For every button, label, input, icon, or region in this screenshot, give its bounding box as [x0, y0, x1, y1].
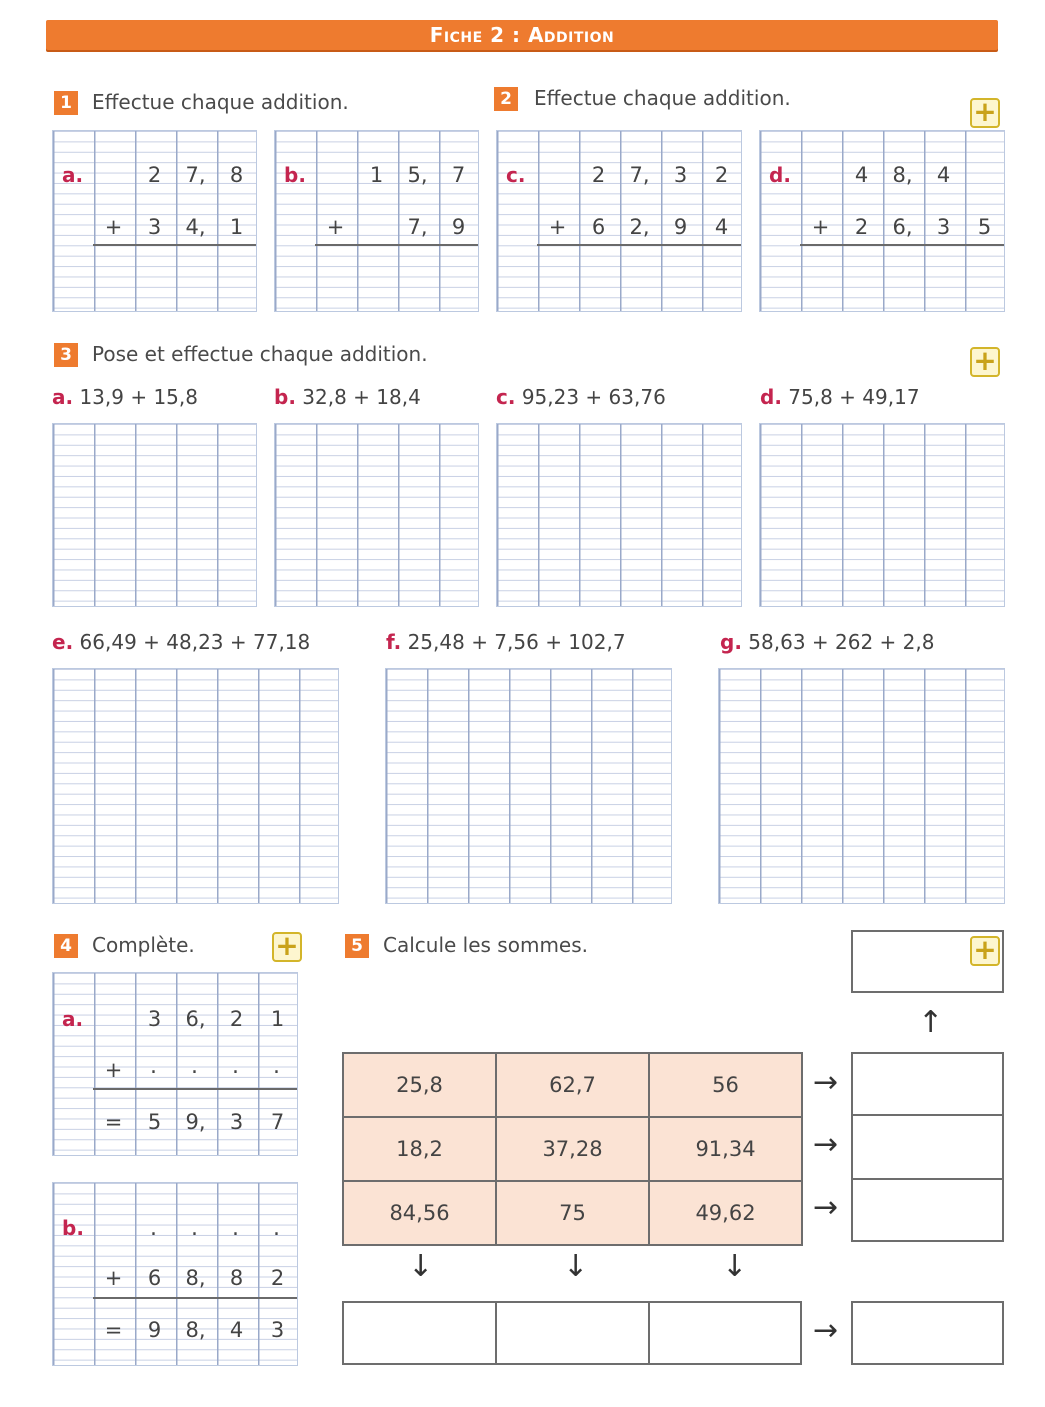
digit: 3 [270, 1318, 285, 1342]
digit: 6, [185, 1007, 206, 1031]
col-sum-box-3[interactable] [648, 1301, 802, 1365]
exercise-2-instruction: Effectue chaque addition. [534, 86, 791, 110]
plus-sign: + [811, 215, 830, 239]
digit: 2 [714, 163, 729, 187]
plus-sign: + [326, 215, 345, 239]
digit: 5, [407, 163, 428, 187]
page-title: Fiche 2 : Addition [429, 23, 615, 47]
exercise-2-number: 2 [494, 87, 518, 111]
digit: 4 [936, 163, 951, 187]
plus-icon[interactable]: + [272, 932, 302, 962]
digit: 4 [714, 215, 729, 239]
sum-line [93, 1297, 297, 1299]
plus-icon[interactable]: + [970, 347, 1000, 377]
digit: 6 [147, 1266, 162, 1290]
digit: 6 [591, 215, 606, 239]
digit: 3 [147, 215, 162, 239]
complete-a-letter: a. [62, 1007, 84, 1031]
arrow-right-icon: → [813, 1313, 839, 1348]
table-cell: 25,8 [343, 1053, 496, 1117]
digit: 9 [147, 1318, 162, 1342]
exercise-4-instruction: Complète. [92, 933, 195, 957]
exercise-1-number: 1 [54, 91, 78, 115]
sum-line [315, 244, 478, 246]
digit: 2 [854, 215, 869, 239]
equals-sign: = [104, 1318, 123, 1342]
sum-line [537, 244, 741, 246]
op-d-letter: d. [769, 163, 791, 187]
calc-c-label: c. 95,23 + 63,76 [496, 385, 666, 409]
numbers-table [342, 1052, 803, 1246]
exercise-5-number: 5 [345, 934, 369, 958]
table-row [343, 1181, 802, 1245]
digit: 9 [451, 215, 466, 239]
digit: 1 [229, 215, 244, 239]
table-cell: 37,28 [496, 1117, 649, 1181]
page-title-bar [46, 20, 998, 50]
table-cell: 84,56 [343, 1181, 496, 1245]
plus-icon[interactable]: + [970, 98, 1000, 128]
calc-a-label: a. 13,9 + 15,8 [52, 385, 198, 409]
exercise-5-instruction: Calcule les sommes. [383, 933, 589, 957]
digit: 9 [673, 215, 688, 239]
blank-dot[interactable]: . [150, 1054, 157, 1079]
blank-dot[interactable]: . [150, 1216, 157, 1241]
row-sum-box-2[interactable] [851, 1114, 1004, 1180]
exercise-3-instruction: Pose et effectue chaque addition. [92, 342, 428, 366]
grid-calc-a[interactable] [52, 423, 257, 607]
digit: 8, [185, 1318, 206, 1342]
digit: 3 [936, 215, 951, 239]
arrow-down-icon: ↓ [722, 1249, 748, 1284]
equals-sign: = [104, 1110, 123, 1134]
digit: 8, [892, 163, 913, 187]
digit: 4 [229, 1318, 244, 1342]
blank-dot[interactable]: . [232, 1216, 239, 1241]
blank-dot[interactable]: . [273, 1054, 280, 1079]
sum-line [93, 244, 256, 246]
grid-calc-g[interactable] [718, 668, 1005, 904]
digit: 4 [854, 163, 869, 187]
digit: 5 [147, 1110, 162, 1134]
grid-calc-e[interactable] [52, 668, 339, 904]
blank-dot[interactable]: . [273, 1216, 280, 1241]
digit: 1 [270, 1007, 285, 1031]
digit: 8 [229, 1266, 244, 1290]
digit: 9, [185, 1110, 206, 1134]
table-cell: 91,34 [649, 1117, 802, 1181]
op-a-letter: a. [62, 163, 84, 187]
blank-dot[interactable]: . [191, 1216, 198, 1241]
complete-b-letter: b. [62, 1216, 84, 1240]
arrow-down-icon: ↓ [563, 1249, 589, 1284]
op-b-letter: b. [284, 163, 306, 187]
col-sum-box-1[interactable] [342, 1301, 497, 1365]
blank-dot[interactable]: . [191, 1054, 198, 1079]
arrow-right-icon: → [813, 1127, 839, 1162]
grid-calc-b[interactable] [274, 423, 479, 607]
exercise-3-number: 3 [54, 343, 78, 367]
sum-line [800, 244, 1004, 246]
plus-icon[interactable]: + [970, 936, 1000, 966]
digit: 2 [147, 163, 162, 187]
digit: 7, [407, 215, 428, 239]
digit: 5 [977, 215, 992, 239]
exercise-1-instruction: Effectue chaque addition. [92, 90, 349, 114]
plus-sign: + [104, 215, 123, 239]
digit: 2, [629, 215, 650, 239]
digit: 8, [185, 1266, 206, 1290]
calc-b-label: b. 32,8 + 18,4 [274, 385, 421, 409]
blank-dot[interactable]: . [232, 1054, 239, 1079]
calc-g-label: g. 58,63 + 262 + 2,8 [720, 630, 935, 654]
grid-calc-d[interactable] [759, 423, 1005, 607]
table-cell: 75 [496, 1181, 649, 1245]
plus-sign: + [548, 215, 567, 239]
arrow-right-icon: → [813, 1065, 839, 1100]
table-cell: 49,62 [649, 1181, 802, 1245]
grid-calc-c[interactable] [496, 423, 742, 607]
digit: 1 [369, 163, 384, 187]
digit: 7, [629, 163, 650, 187]
arrow-down-icon: ↓ [408, 1249, 434, 1284]
digit: 7 [451, 163, 466, 187]
table-cell: 18,2 [343, 1117, 496, 1181]
digit: 6, [892, 215, 913, 239]
table-row [343, 1117, 802, 1181]
digit: 8 [229, 163, 244, 187]
digit: 7, [185, 163, 206, 187]
sum-line [93, 1088, 297, 1090]
digit: 3 [229, 1110, 244, 1134]
calc-f-label: f. 25,48 + 7,56 + 102,7 [386, 630, 626, 654]
digit: 2 [591, 163, 606, 187]
table-cell: 62,7 [496, 1053, 649, 1117]
calc-d-label: d. 75,8 + 49,17 [760, 385, 920, 409]
digit: 3 [147, 1007, 162, 1031]
plus-sign: + [104, 1266, 123, 1290]
digit: 4, [185, 215, 206, 239]
table-row [343, 1053, 802, 1117]
op-c-letter: c. [506, 163, 526, 187]
col-sum-box-2[interactable] [495, 1301, 650, 1365]
arrow-right-icon: → [813, 1190, 839, 1225]
arrow-up-icon: ↑ [918, 1005, 944, 1040]
calc-e-label: e. 66,49 + 48,23 + 77,18 [52, 630, 311, 654]
col-total-box[interactable] [851, 1301, 1004, 1365]
row-sum-box-1[interactable] [851, 1052, 1004, 1116]
plus-sign: + [104, 1058, 123, 1082]
digit: 2 [270, 1266, 285, 1290]
digit: 2 [229, 1007, 244, 1031]
digit: 3 [673, 163, 688, 187]
grid-calc-f[interactable] [385, 668, 672, 904]
table-cell: 56 [649, 1053, 802, 1117]
digit: 7 [270, 1110, 285, 1134]
row-sum-box-3[interactable] [851, 1178, 1004, 1242]
exercise-4-number: 4 [54, 934, 78, 958]
